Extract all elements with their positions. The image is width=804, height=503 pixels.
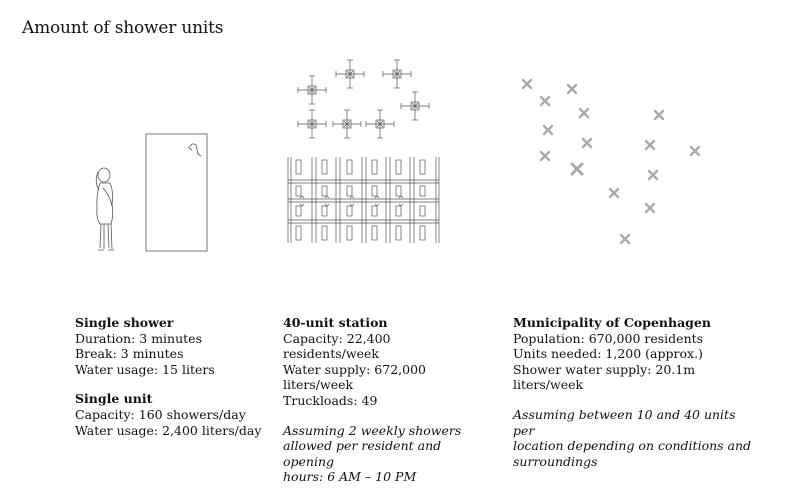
station-floor-plan (288, 157, 439, 243)
x-marker-icon (544, 126, 552, 134)
municipality-column (513, 315, 758, 469)
municipality-note-line: surroundings (513, 453, 598, 469)
page-title: Amount of shower units (22, 18, 224, 38)
cross-unit-icon (336, 60, 364, 88)
x-marker-icon (580, 109, 588, 117)
station-column (283, 315, 488, 485)
x-marker-icon (523, 80, 531, 88)
break-line: Break: 3 minutes (75, 346, 184, 362)
x-marker-icon (541, 152, 549, 160)
capacity-line: Capacity: 160 showers/day (75, 406, 246, 422)
cross-unit-icon (366, 110, 394, 138)
single-shower-heading: Single shower (75, 315, 174, 330)
cross-unit-icon (401, 92, 429, 120)
cross-unit-icon (383, 60, 411, 88)
population-line: Population: 670,000 residents (513, 330, 704, 346)
x-marker-icon (646, 204, 654, 212)
station-note-line: allowed per resident and opening (283, 438, 442, 469)
x-marker-icon (541, 97, 549, 105)
cross-unit-icon (298, 110, 326, 138)
water-usage-line: Water usage: 15 liters (75, 361, 215, 377)
x-marker-icon (655, 111, 663, 119)
municipality-note-line: location depending on conditions and (513, 438, 752, 454)
single-shower-column (75, 315, 275, 438)
station-heading: 40-unit station (283, 315, 388, 330)
cross-unit-icon (333, 110, 361, 138)
station-note-line: Assuming 2 weekly showers (283, 422, 462, 438)
shower-unit-outline (146, 134, 207, 251)
duration-line: Duration: 3 minutes (75, 330, 202, 346)
unit-water-usage-line: Water usage: 2,400 liters/day (75, 422, 262, 438)
shower-water-supply-line: Shower water supply: 20.1m liters/week (513, 361, 696, 393)
single-unit-heading: Single unit (75, 391, 153, 407)
station-capacity-line: Capacity: 22,400 residents/week (283, 330, 391, 362)
x-marker-icon (649, 171, 657, 179)
truckloads-line: Truckloads: 49 (283, 392, 378, 408)
cross-unit-cluster (298, 60, 429, 138)
person-figure (96, 168, 114, 250)
station-note-line: hours: 6 AM – 10 PM (283, 469, 417, 485)
x-marker-icon (610, 189, 618, 197)
cross-unit-icon (298, 76, 326, 104)
x-marker-icon (568, 85, 576, 93)
x-marker-icon (691, 147, 699, 155)
municipality-note-line: Assuming between 10 and 40 units per (513, 406, 736, 438)
x-marker-icon (646, 141, 654, 149)
municipality-markers (523, 80, 699, 243)
x-marker-icon (572, 164, 582, 174)
units-needed-line: Units needed: 1,200 (approx.) (513, 346, 703, 362)
x-marker-icon (583, 139, 591, 147)
x-marker-icon (621, 235, 629, 243)
station-water-supply-line: Water supply: 672,000 liters/week (283, 361, 426, 393)
municipality-heading: Municipality of Copenhagen (513, 315, 711, 330)
